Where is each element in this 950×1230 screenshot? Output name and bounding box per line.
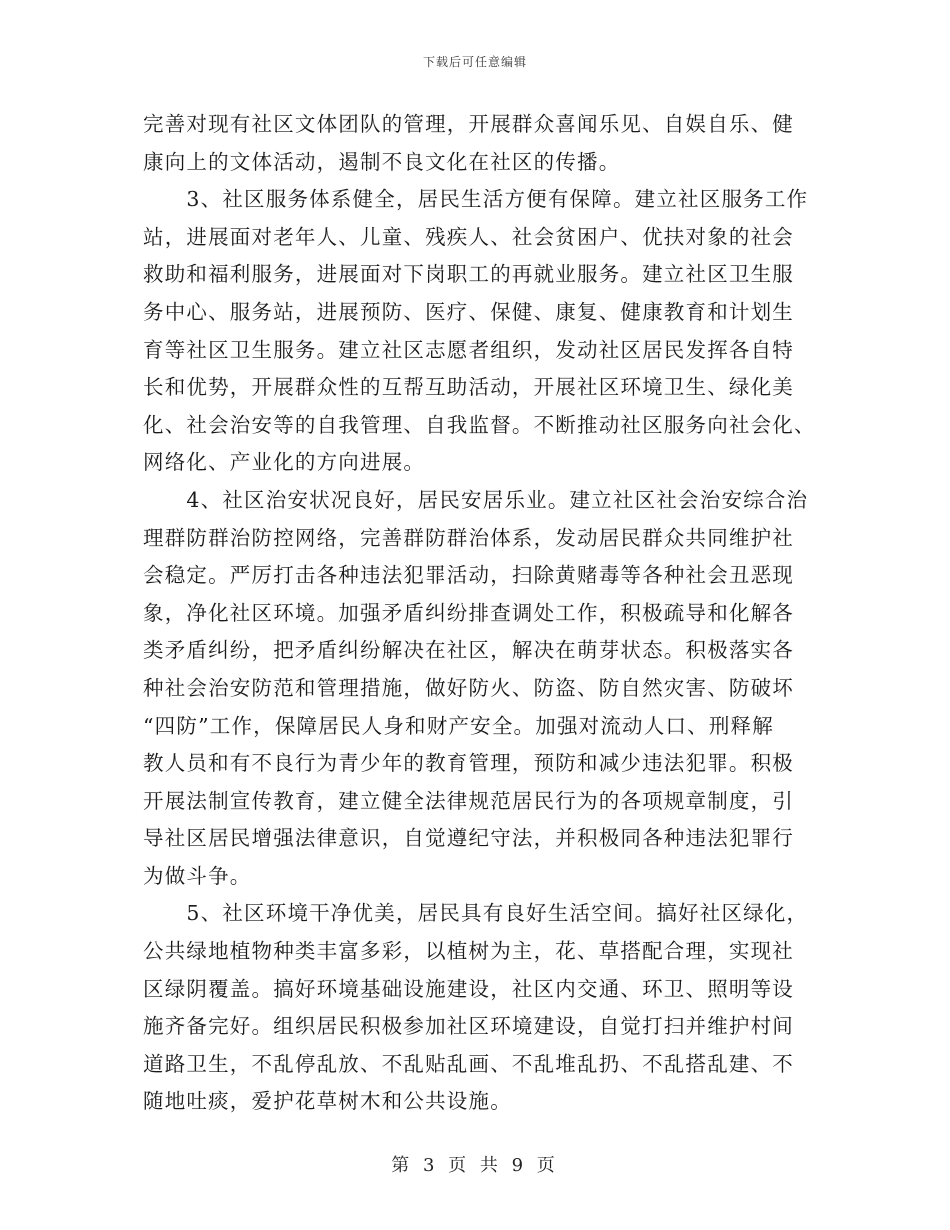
text-line: 4、社区治安状况良好，居民安居乐业。建立社区社会治安综合治 bbox=[143, 487, 809, 512]
text-line: 开展法制宣传教育，建立健全法律规范居民行为的各项规章制度，引 bbox=[143, 788, 794, 813]
text-line: 长和优势，开展群众性的互帮互助活动，开展社区环境卫生、绿化美 bbox=[143, 375, 794, 400]
text-line: 区绿阴覆盖。搞好环境基础设施建设，社区内交通、环卫、照明等设 bbox=[143, 976, 794, 1001]
text-line: 站，进展面对老年人、儿童、残疾人、社会贫困户、优扶对象的社会 bbox=[143, 224, 794, 249]
text-line: 象，净化社区环境。加强矛盾纠纷排查调处工作，积极疏导和化解各 bbox=[143, 600, 794, 625]
text-line: 公共绿地植物种类丰富多彩，以植树为主，花、草搭配合理，实现社 bbox=[143, 939, 794, 964]
text-line: 救助和福利服务，进展面对下岗职工的再就业服务。建立社区卫生服 bbox=[143, 262, 794, 287]
text-line: 完善对现有社区文体团队的管理，开展群众喜闻乐见、自娱自乐、健 bbox=[143, 112, 794, 136]
text-line: 5、社区环境干净优美，居民具有良好生活空间。搞好社区绿化， bbox=[143, 901, 809, 926]
text-line: 理群防群治防控网络，完善群防群治体系，发动居民群众共同维护社 bbox=[143, 525, 794, 550]
text-line: 种社会治安防范和管理措施，做好防火、防盗、防自然灾害、防破坏 bbox=[143, 675, 794, 700]
text-line: 康向上的文体活动，遏制不良文化在社区的传播。 bbox=[143, 149, 621, 174]
text-line: 随地吐痰，爱护花草树木和公共设施。 bbox=[143, 1089, 512, 1114]
document-body bbox=[143, 106, 816, 1121]
text-line: “四防”工作，保障居民人身和财产安全。加强对流动人口、刑释解 bbox=[143, 713, 774, 738]
text-line: 类矛盾纠纷，把矛盾纠纷解决在社区，解决在萌芽状态。积极落实各 bbox=[143, 638, 794, 663]
text-line: 务中心、服务站，进展预防、医疗、保健、康复、健康教育和计划生 bbox=[143, 299, 794, 324]
text-line: 会稳定。严厉打击各种违法犯罪活动，扫除黄赌毒等各种社会丑恶现 bbox=[143, 563, 794, 588]
text-line: 化、社会治安等的自我管理、自我监督。不断推动社区服务向社会化、 bbox=[143, 412, 816, 437]
page-header-note: 下载后可任意编辑 bbox=[422, 55, 527, 69]
text-line: 育等社区卫生服务。建立社区志愿者组织，发动社区居民发挥各自特 bbox=[143, 337, 794, 362]
text-line: 3、社区服务体系健全，居民生活方便有保障。建立社区服务工作 bbox=[143, 187, 809, 212]
text-line: 道路卫生，不乱停乱放、不乱贴乱画、不乱堆乱扔、不乱搭乱建、不 bbox=[143, 1051, 794, 1076]
text-line: 为做斗争。 bbox=[143, 863, 252, 888]
text-line: 网络化、产业化的方向进展。 bbox=[143, 450, 426, 475]
text-line: 导社区居民增强法律意识，自觉遵纪守法，并积极同各种违法犯罪行 bbox=[143, 826, 794, 851]
text-line: 施齐备完好。组织居民积极参加社区环境建设，自觉打扫并维护村间 bbox=[143, 1014, 794, 1039]
text-line: 教人员和有不良行为青少年的教育管理，预防和减少违法犯罪。积极 bbox=[143, 751, 794, 776]
page-number-footer: 第 3 页 共 9 页 bbox=[391, 1155, 559, 1176]
